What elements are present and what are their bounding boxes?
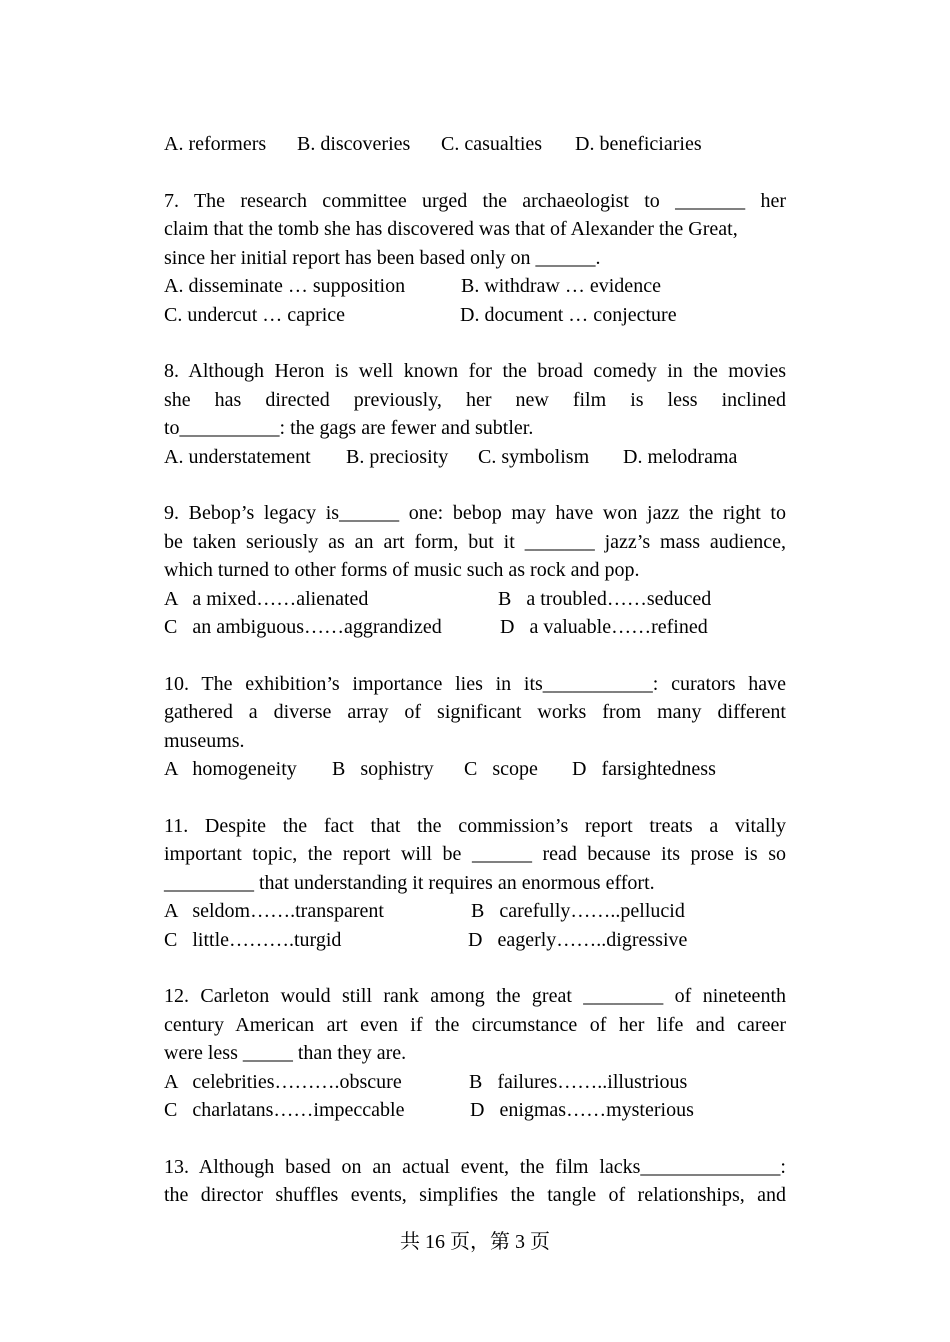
q9-option-b: B a troubled……seduced — [498, 587, 712, 610]
question-13 — [164, 1153, 786, 1210]
q8-option-a: A. understatement — [164, 445, 311, 468]
q11-option-a: A seldom…….transparent — [164, 900, 384, 922]
q7-options-row-2 — [164, 301, 786, 330]
question-7 — [164, 187, 786, 330]
q11-line-3: _________ that understanding it requires an enormous effort. — [164, 871, 655, 894]
q10-option-d: D farsightedness — [572, 758, 716, 780]
q10-option-b: B sophistry — [332, 758, 434, 780]
q6-option-c: C. casualties — [441, 133, 543, 155]
q6-option-d: D. beneficiaries — [575, 133, 702, 155]
q11-line-2: important topic, the report will be ______ read because its prose is so — [164, 843, 786, 865]
q12-option-c: C charlatans……impeccable — [164, 1099, 405, 1121]
question-10 — [164, 670, 786, 784]
q8-line-1: 8. Although Heron is well known for the broad comedy in the movies — [164, 360, 786, 382]
q9-options-row-2 — [164, 613, 786, 642]
q7-option-b: B. withdraw … evidence — [461, 275, 661, 297]
q9-line-1: 9. Bebop’s legacy is______ one: bebop may have won jazz the right to — [164, 502, 786, 524]
q9-option-d: D a valuable……refined — [500, 616, 708, 638]
q8-option-b: B. preciosity — [346, 445, 449, 468]
q6-option-a: A. reformers — [164, 133, 267, 155]
q8-options — [164, 443, 786, 472]
q9-options-row-1 — [164, 585, 786, 614]
q7-option-d: D. document … conjecture — [460, 303, 677, 326]
q9-option-c: C an ambiguous……aggrandized — [164, 616, 442, 638]
q11-option-c: C little……….turgid — [164, 928, 342, 951]
q11-options-row-1 — [164, 897, 786, 926]
q12-option-b: B failures……..illustrious — [469, 1070, 688, 1093]
q12-line-1: 12. Carleton would still rank among the great ________ of nineteenth — [164, 985, 786, 1007]
q12-line-3: were less _____ than they are. — [164, 1042, 407, 1064]
q10-option-a: A homogeneity — [164, 758, 297, 780]
q8-line-2: she has directed previously, her new film is less inclined — [164, 388, 786, 411]
q7-line-2: claim that the tomb she has discovered was that of Alexander the Great, — [164, 218, 738, 240]
q7-option-c: C. undercut … caprice — [164, 303, 346, 326]
q9-line-2: be taken seriously as an art form, but it _______ jazz’s mass audience, — [164, 530, 786, 553]
q7-line-3: since her initial report has been based only on ______. — [164, 246, 601, 269]
q10-line-3: museums. — [164, 729, 245, 752]
q12-line-2: century American art even if the circumstance of her life and career — [164, 1013, 786, 1036]
question-9 — [164, 499, 786, 642]
page-footer: 共 16 页，第 3 页 — [400, 1231, 550, 1253]
q9-option-a: A a mixed……alienated — [164, 587, 369, 610]
q12-option-a: A celebrities……….obscure — [164, 1070, 402, 1093]
q6-option-b: B. discoveries — [297, 133, 411, 155]
q13-line-1: 13. Although based on an actual event, the film lacks______________: — [164, 1155, 786, 1178]
question-12 — [164, 982, 786, 1125]
q8-option-d: D. melodrama — [623, 445, 738, 468]
q11-option-d: D eagerly……..digressive — [468, 928, 688, 951]
question-8 — [164, 357, 786, 471]
q6-options — [164, 130, 786, 159]
q7-option-a: A. disseminate … supposition — [164, 275, 406, 297]
q10-line-2: gathered a diverse array of significant works from many different — [164, 701, 786, 723]
q10-option-c: C scope — [464, 758, 538, 780]
q12-options-row-1 — [164, 1068, 786, 1097]
q8-option-c: C. symbolism — [478, 445, 590, 468]
q13-line-2: the director shuffles events, simplifies the tangle of relationships, and — [164, 1184, 786, 1206]
q9-line-3: which turned to other forms of music such as rock and pop. — [164, 559, 640, 581]
q11-option-b: B carefully……..pellucid — [471, 900, 685, 922]
q7-line-1: 7. The research committee urged the archaeologist to _______ her — [164, 189, 786, 212]
document-body — [164, 130, 786, 1210]
q12-option-d: D enigmas……mysterious — [470, 1099, 694, 1121]
q10-line-1: 10. The exhibition’s importance lies in its___________: curators have — [164, 672, 786, 695]
q11-line-1: 11. Despite the fact that the commission’s report treats a vitally — [164, 814, 786, 837]
q8-line-3: to__________: the gags are fewer and subtler. — [164, 417, 534, 439]
q11-options-row-2 — [164, 926, 786, 955]
q7-options-row-1 — [164, 272, 786, 301]
question-11 — [164, 812, 786, 955]
q10-options — [164, 755, 786, 784]
q12-options-row-2 — [164, 1096, 786, 1125]
